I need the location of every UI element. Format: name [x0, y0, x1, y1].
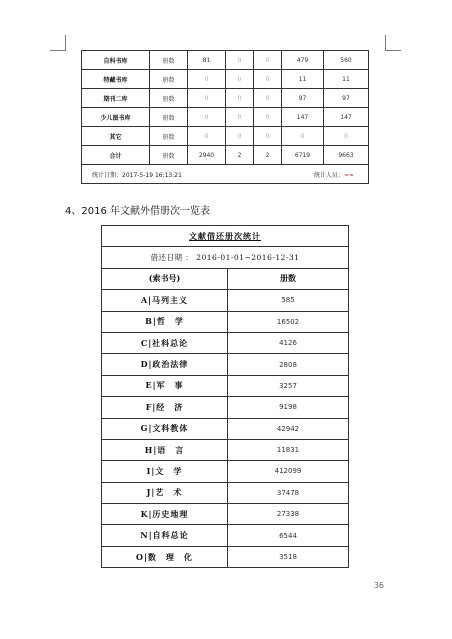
crop-mark-top-right-vertical	[385, 35, 386, 51]
count-cell: 3518	[228, 546, 349, 567]
value-cell: 560	[324, 51, 369, 70]
value-cell: 0	[188, 108, 226, 127]
table-row	[82, 89, 369, 108]
value-cell: 2	[254, 146, 282, 165]
value-cell: 11	[282, 70, 324, 89]
count-cell: 3257	[228, 375, 349, 396]
loan-statistics-table	[101, 225, 349, 568]
table-footer-row	[82, 165, 369, 184]
count-cell: 37478	[228, 482, 349, 503]
table-row	[82, 146, 369, 165]
classification-cell: J|艺 术	[102, 482, 228, 503]
value-cell: 479	[282, 51, 324, 70]
table-row	[102, 461, 349, 482]
value-cell: 0	[254, 51, 282, 70]
section-title: 4、2016 年文献外借册次一览表	[65, 206, 210, 217]
count-cell: 2808	[228, 354, 349, 375]
table-row	[102, 332, 349, 353]
date-range: 借还日期 ： 2016-01-01~2016-12-31	[102, 247, 349, 268]
row-label: 期刊二库	[82, 89, 150, 108]
value-cell: 0	[254, 70, 282, 89]
unit-cell: 册数	[150, 127, 188, 146]
unit-cell: 册数	[150, 89, 188, 108]
table-row	[102, 354, 349, 375]
value-cell: 0	[188, 89, 226, 108]
value-cell: 0	[226, 89, 254, 108]
table-row	[82, 70, 369, 89]
row-label: 其它	[82, 127, 150, 146]
unit-cell: 册数	[150, 70, 188, 89]
row-label: 自科书库	[82, 51, 150, 70]
table-row	[102, 546, 349, 567]
classification-cell: G|文科教体	[102, 418, 228, 439]
value-cell: 0	[282, 127, 324, 146]
table-row	[102, 375, 349, 396]
value-cell: 0	[254, 108, 282, 127]
classification-cell: D|政治法律	[102, 354, 228, 375]
table-row	[82, 51, 369, 70]
table-row	[102, 525, 349, 546]
classification-cell: A|马列主义	[102, 290, 228, 311]
table-row	[102, 311, 349, 332]
value-cell: 147	[282, 108, 324, 127]
column-header-count: 册数	[228, 268, 349, 289]
value-cell: 0	[226, 70, 254, 89]
value-cell: 81	[188, 51, 226, 70]
classification-cell: O|数 理 化	[102, 546, 228, 567]
classification-cell: B|哲 学	[102, 311, 228, 332]
classification-cell: C|社科总论	[102, 332, 228, 353]
table-row	[82, 108, 369, 127]
count-cell: 27338	[228, 504, 349, 525]
table-row	[102, 482, 349, 503]
value-cell: 147	[324, 108, 369, 127]
value-cell: 0	[254, 127, 282, 146]
value-cell: 0	[324, 127, 369, 146]
table-row	[102, 290, 349, 311]
row-label: 合计	[82, 146, 150, 165]
statistics-date: 统计日期：2017-5-19 16:13:21	[92, 171, 182, 179]
value-cell: 0	[254, 89, 282, 108]
count-cell: 11831	[228, 439, 349, 460]
count-cell: 6544	[228, 525, 349, 546]
value-cell: 0	[226, 51, 254, 70]
library-circulation-table	[81, 50, 369, 184]
classification-cell: K|历史地理	[102, 504, 228, 525]
page-number: 36	[373, 581, 384, 590]
classification-cell: H|语 言	[102, 439, 228, 460]
classification-cell: E|军 事	[102, 375, 228, 396]
value-cell: 9663	[324, 146, 369, 165]
table-row	[102, 418, 349, 439]
value-cell: 6719	[282, 146, 324, 165]
crop-mark-top-right-horizontal	[385, 50, 401, 51]
table-title: 文献借还册次统计	[102, 226, 349, 247]
column-header-class: (索书号)	[102, 268, 228, 289]
value-cell: 0	[188, 127, 226, 146]
unit-cell: 册数	[150, 146, 188, 165]
table-row	[82, 127, 369, 146]
table-row	[102, 439, 349, 460]
value-cell: 2940	[188, 146, 226, 165]
classification-cell: F|经 济	[102, 397, 228, 418]
value-cell: 0	[188, 70, 226, 89]
value-cell: 2	[226, 146, 254, 165]
row-label: 少儿图书库	[82, 108, 150, 127]
row-label: 特藏书库	[82, 70, 150, 89]
classification-cell: N|自科总论	[102, 525, 228, 546]
value-cell: 0	[226, 108, 254, 127]
crop-mark-top-left-horizontal	[50, 50, 66, 51]
classification-cell: I|文 学	[102, 461, 228, 482]
crop-mark-top-left-vertical	[65, 35, 66, 51]
handwritten-signature: ≈≈	[343, 171, 354, 179]
table-row	[102, 397, 349, 418]
value-cell: 11	[324, 70, 369, 89]
value-cell: 97	[282, 89, 324, 108]
table-row	[102, 504, 349, 525]
count-cell: 9198	[228, 397, 349, 418]
count-cell: 412099	[228, 461, 349, 482]
unit-cell: 册数	[150, 108, 188, 127]
unit-cell: 册数	[150, 51, 188, 70]
count-cell: 16502	[228, 311, 349, 332]
value-cell: 0	[226, 127, 254, 146]
statistics-person: 统计人员：≈≈	[313, 171, 354, 179]
count-cell: 42942	[228, 418, 349, 439]
value-cell: 97	[324, 89, 369, 108]
count-cell: 4126	[228, 332, 349, 353]
count-cell: 585	[228, 290, 349, 311]
